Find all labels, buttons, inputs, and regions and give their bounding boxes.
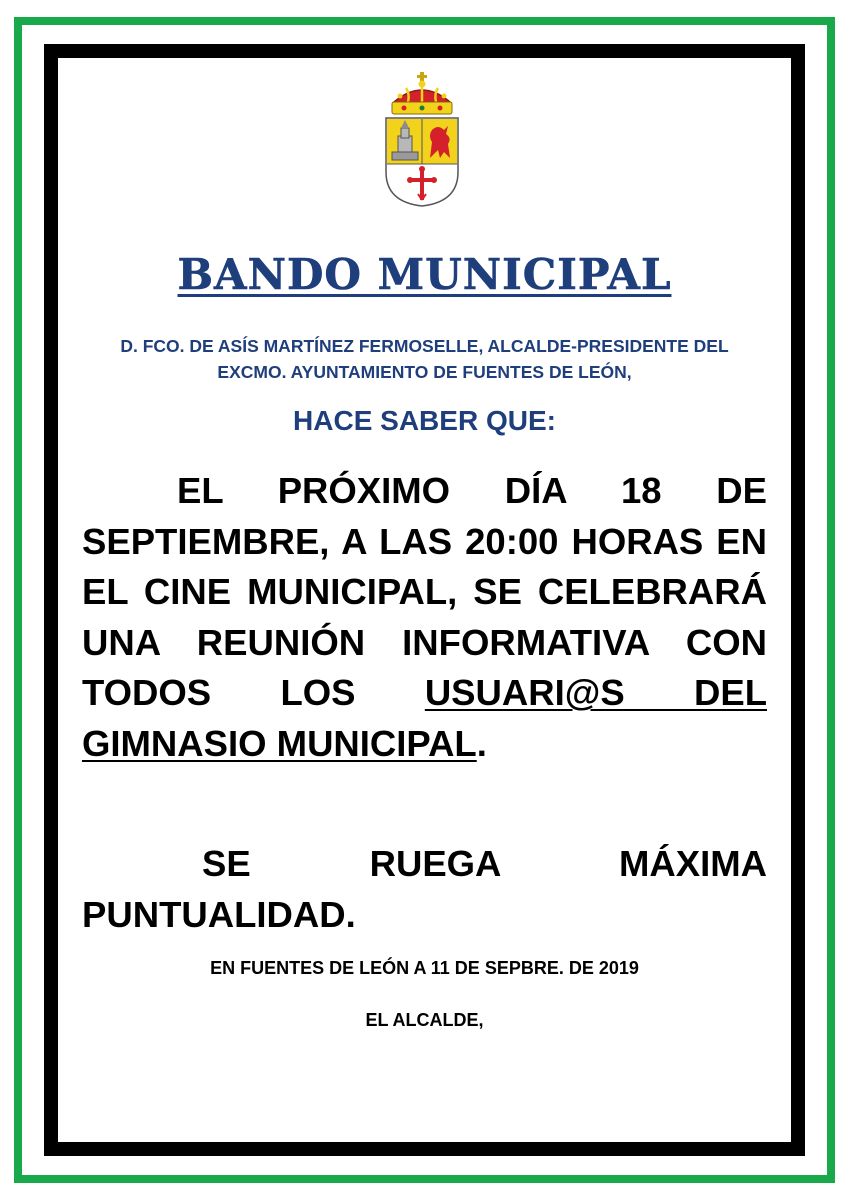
document-title (58, 250, 791, 299)
announcement-body (82, 466, 767, 769)
document-title-text: BANDO MUNICIPAL (177, 250, 672, 299)
mayor-heading (58, 333, 791, 385)
mayor-line-2: EXCMO. AYUNTAMIENTO DE FUENTES DE LEÓN, (217, 362, 632, 382)
mayor-line-1: D. FCO. DE ASÍS MARTÍNEZ FERMOSELLE, ALCALDE-PRESIDENTE DEL (120, 336, 729, 356)
announcement-body-intro: EL PRÓXIMO DÍA 18 DE SEPTIEMBRE, A LAS 20:00 HORAS EN EL CINE MUNICIPAL, SE CELEBRARÁ UNA REUNIÓN INFORMATIVA CON TODOS LOS (82, 470, 767, 713)
date-place-line: EN FUENTES DE LEÓN A 11 DE SEPBRE. DE 2019 (210, 958, 639, 978)
notice-document (58, 58, 791, 1142)
municipal-coat-of-arms-icon (384, 72, 460, 208)
announcement-body-end: . (476, 722, 487, 764)
signature-line: EL ALCALDE, (365, 1010, 484, 1030)
punctuality-notice: SE RUEGA MÁXIMA PUNTUALIDAD. (82, 843, 767, 935)
announcement-body-underlined: USUARI@S DEL GIMNASIO MUNICIPAL (82, 672, 767, 764)
announcement-header: HACE SABER QUE: (293, 405, 556, 436)
